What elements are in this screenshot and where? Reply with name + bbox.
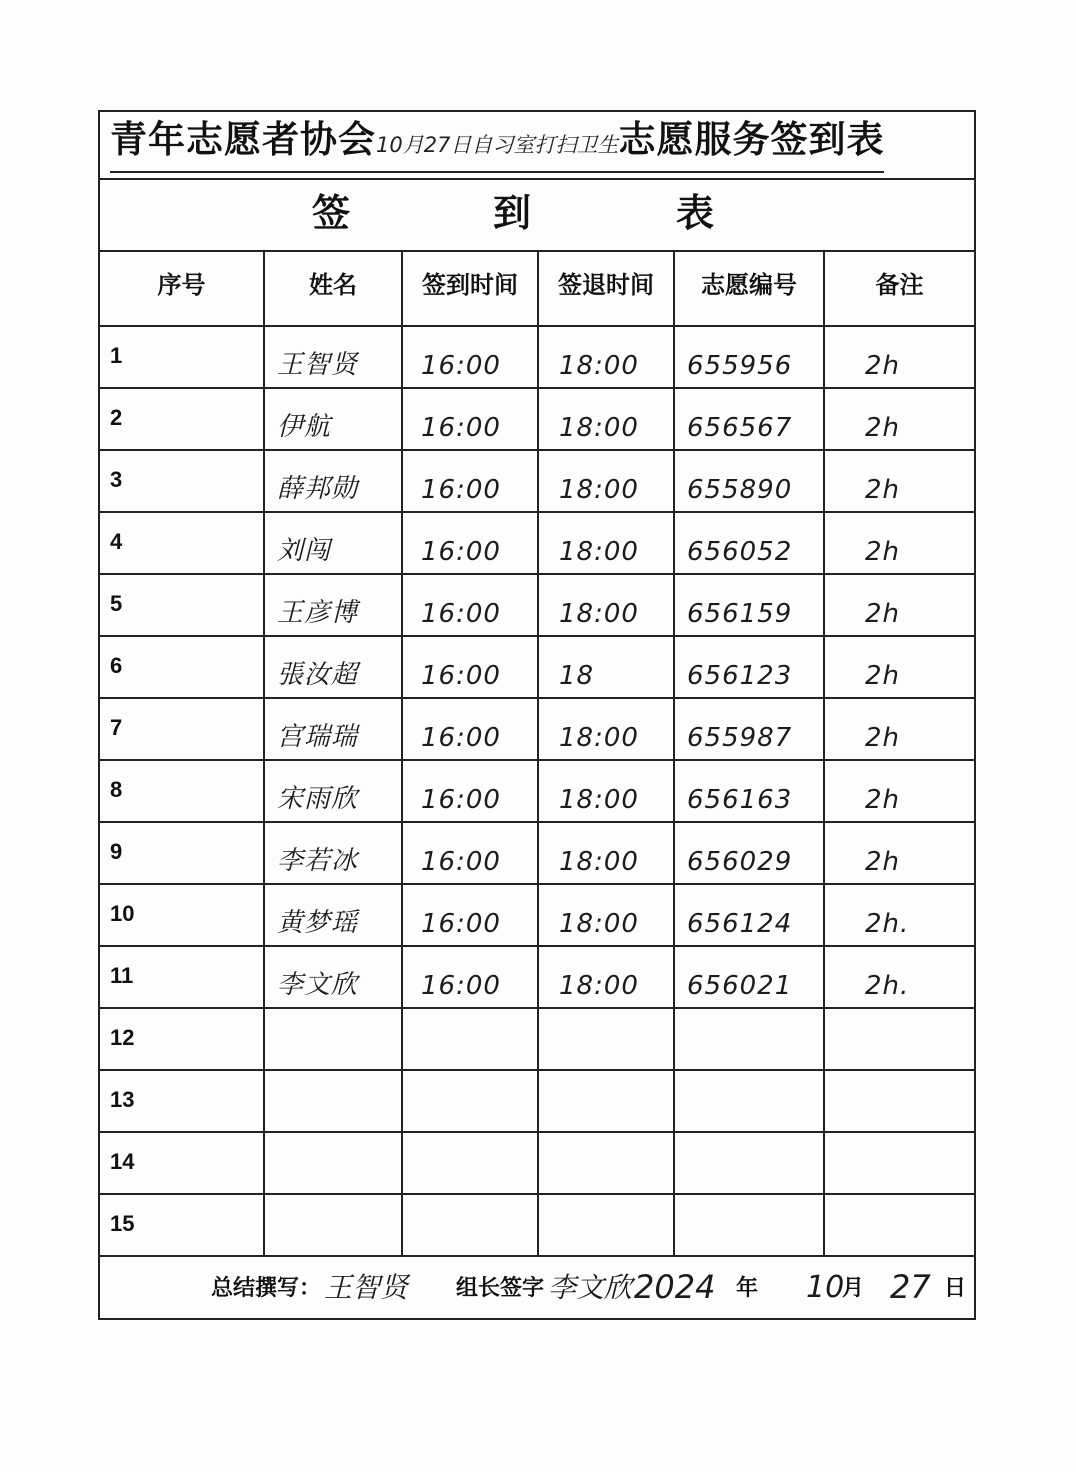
table-row xyxy=(99,884,975,946)
table-row xyxy=(99,1008,975,1070)
row-number: 11 xyxy=(99,946,264,1008)
volunteer-id: 656124 xyxy=(674,884,824,946)
header-remark: 备注 xyxy=(824,251,975,326)
remark-cell: 2h xyxy=(824,326,975,388)
name-cell: 李若冰 xyxy=(264,822,402,884)
subtitle xyxy=(100,181,974,249)
header-row xyxy=(99,251,975,326)
name-cell: 李文欣 xyxy=(264,946,402,1008)
sheet-title xyxy=(110,118,884,173)
sign-out-time: 18:00 xyxy=(538,450,674,512)
volunteer-id: 655890 xyxy=(674,450,824,512)
row-number: 1 xyxy=(99,326,264,388)
row-number: 12 xyxy=(99,1008,264,1070)
title-event-handwritten: 10月27日自习室打扫卫生 xyxy=(376,132,619,157)
name-cell: 黄梦瑶 xyxy=(264,884,402,946)
row-number: 4 xyxy=(99,512,264,574)
remark-cell: 2h. xyxy=(824,884,975,946)
row-number: 2 xyxy=(99,388,264,450)
date-day: 27 xyxy=(890,1268,931,1306)
name-cell: 宋雨欣 xyxy=(264,760,402,822)
subtitle-char: 表 xyxy=(676,193,715,235)
sign-in-time xyxy=(402,1132,538,1194)
table-row xyxy=(99,1194,975,1256)
sign-in-time: 16:00 xyxy=(402,512,538,574)
name-cell: 王智贤 xyxy=(264,326,402,388)
date-year-unit: 年 xyxy=(736,1275,759,1300)
volunteer-id: 656052 xyxy=(674,512,824,574)
table-row xyxy=(99,636,975,698)
remark-cell xyxy=(824,1008,975,1070)
summary-writer-signature: 王智贤 xyxy=(324,1271,409,1304)
volunteer-id: 655956 xyxy=(674,326,824,388)
sign-out-time: 18:00 xyxy=(538,326,674,388)
sheet-body xyxy=(99,111,975,1319)
table-row xyxy=(99,1132,975,1194)
sign-out-time: 18:00 xyxy=(538,512,674,574)
row-number: 9 xyxy=(99,822,264,884)
sign-out-time xyxy=(538,1194,674,1256)
row-number: 6 xyxy=(99,636,264,698)
volunteer-id: 655987 xyxy=(674,698,824,760)
sign-in-time: 16:00 xyxy=(402,698,538,760)
header-name: 姓名 xyxy=(264,251,402,326)
sign-out-time: 18 xyxy=(538,636,674,698)
remark-cell: 2h xyxy=(824,450,975,512)
table-row xyxy=(99,388,975,450)
sign-in-time: 16:00 xyxy=(402,760,538,822)
volunteer-id xyxy=(674,1132,824,1194)
remark-cell: 2h xyxy=(824,636,975,698)
date-month: 10 xyxy=(806,1270,845,1305)
sign-in-time: 16:00 xyxy=(402,388,538,450)
table-row xyxy=(99,822,975,884)
name-cell xyxy=(264,1132,402,1194)
volunteer-id: 656021 xyxy=(674,946,824,1008)
name-cell: 王彦博 xyxy=(264,574,402,636)
header-volunteer-id: 志愿编号 xyxy=(674,251,824,326)
volunteer-id: 656163 xyxy=(674,760,824,822)
volunteer-id: 656029 xyxy=(674,822,824,884)
table-row xyxy=(99,1070,975,1132)
subtitle-char: 到 xyxy=(493,193,532,235)
subtitle-cell xyxy=(99,179,975,251)
remark-cell: 2h xyxy=(824,698,975,760)
sign-out-time: 18:00 xyxy=(538,884,674,946)
row-number: 13 xyxy=(99,1070,264,1132)
volunteer-id xyxy=(674,1008,824,1070)
header-number: 序号 xyxy=(99,251,264,326)
table-row xyxy=(99,512,975,574)
row-number: 15 xyxy=(99,1194,264,1256)
name-cell: 伊航 xyxy=(264,388,402,450)
remark-cell: 2h xyxy=(824,512,975,574)
remark-cell: 2h xyxy=(824,760,975,822)
table-row xyxy=(99,326,975,388)
table-row xyxy=(99,450,975,512)
sign-in-sheet-table xyxy=(98,110,976,1320)
sign-out-time xyxy=(538,1070,674,1132)
summary-label: 总结撰写： xyxy=(211,1275,322,1300)
table-row xyxy=(99,574,975,636)
subtitle-char: 签 xyxy=(312,193,351,235)
sign-in-time: 16:00 xyxy=(402,450,538,512)
row-number: 7 xyxy=(99,698,264,760)
sign-out-time: 18:00 xyxy=(538,574,674,636)
subtitle-row xyxy=(99,179,975,251)
remark-cell xyxy=(824,1132,975,1194)
sign-in-time: 16:00 xyxy=(402,574,538,636)
date-year: 2024 xyxy=(634,1268,716,1306)
sign-in-time xyxy=(402,1194,538,1256)
footer-cell xyxy=(99,1256,975,1319)
row-number: 8 xyxy=(99,760,264,822)
volunteer-id xyxy=(674,1194,824,1256)
sign-out-time xyxy=(538,1008,674,1070)
remark-cell: 2h. xyxy=(824,946,975,1008)
sign-in-time xyxy=(402,1008,538,1070)
leader-label: 组长签字 xyxy=(456,1275,545,1300)
remark-cell: 2h xyxy=(824,574,975,636)
table-row xyxy=(99,946,975,1008)
remark-cell xyxy=(824,1194,975,1256)
header-sign-in-time: 签到时间 xyxy=(402,251,538,326)
remark-cell: 2h xyxy=(824,388,975,450)
name-cell: 薛邦勋 xyxy=(264,450,402,512)
name-cell: 宫瑞瑞 xyxy=(264,698,402,760)
sign-in-time xyxy=(402,1070,538,1132)
sign-out-time xyxy=(538,1132,674,1194)
name-cell xyxy=(264,1194,402,1256)
title-row xyxy=(99,111,975,179)
volunteer-id: 656123 xyxy=(674,636,824,698)
name-cell xyxy=(264,1070,402,1132)
remark-cell: 2h xyxy=(824,822,975,884)
sign-out-time: 18:00 xyxy=(538,698,674,760)
volunteer-id xyxy=(674,1070,824,1132)
sign-out-time: 18:00 xyxy=(538,388,674,450)
row-number: 3 xyxy=(99,450,264,512)
volunteer-id: 656567 xyxy=(674,388,824,450)
sign-in-time: 16:00 xyxy=(402,822,538,884)
table-row xyxy=(99,698,975,760)
sign-out-time: 18:00 xyxy=(538,822,674,884)
remark-cell xyxy=(824,1070,975,1132)
volunteer-id: 656159 xyxy=(674,574,824,636)
name-cell xyxy=(264,1008,402,1070)
sign-in-time: 16:00 xyxy=(402,884,538,946)
date-month-unit: 月 xyxy=(842,1275,865,1300)
name-cell: 張汝超 xyxy=(264,636,402,698)
sign-out-time: 18:00 xyxy=(538,946,674,1008)
row-number: 10 xyxy=(99,884,264,946)
leader-signature: 李文欣 xyxy=(548,1271,633,1304)
row-number: 14 xyxy=(99,1132,264,1194)
sign-out-time: 18:00 xyxy=(538,760,674,822)
sign-in-time: 16:00 xyxy=(402,636,538,698)
sign-in-time: 16:00 xyxy=(402,326,538,388)
sign-in-time: 16:00 xyxy=(402,946,538,1008)
name-cell: 刘闯 xyxy=(264,512,402,574)
table-row xyxy=(99,760,975,822)
date-day-unit: 日 xyxy=(944,1275,967,1300)
footer-row xyxy=(99,1256,975,1319)
title-suffix: 志愿服务签到表 xyxy=(618,118,885,160)
title-cell xyxy=(99,111,975,179)
header-sign-out-time: 签退时间 xyxy=(538,251,674,326)
footer xyxy=(100,1258,974,1317)
row-number: 5 xyxy=(99,574,264,636)
title-organization: 青年志愿者协会 xyxy=(110,118,376,160)
